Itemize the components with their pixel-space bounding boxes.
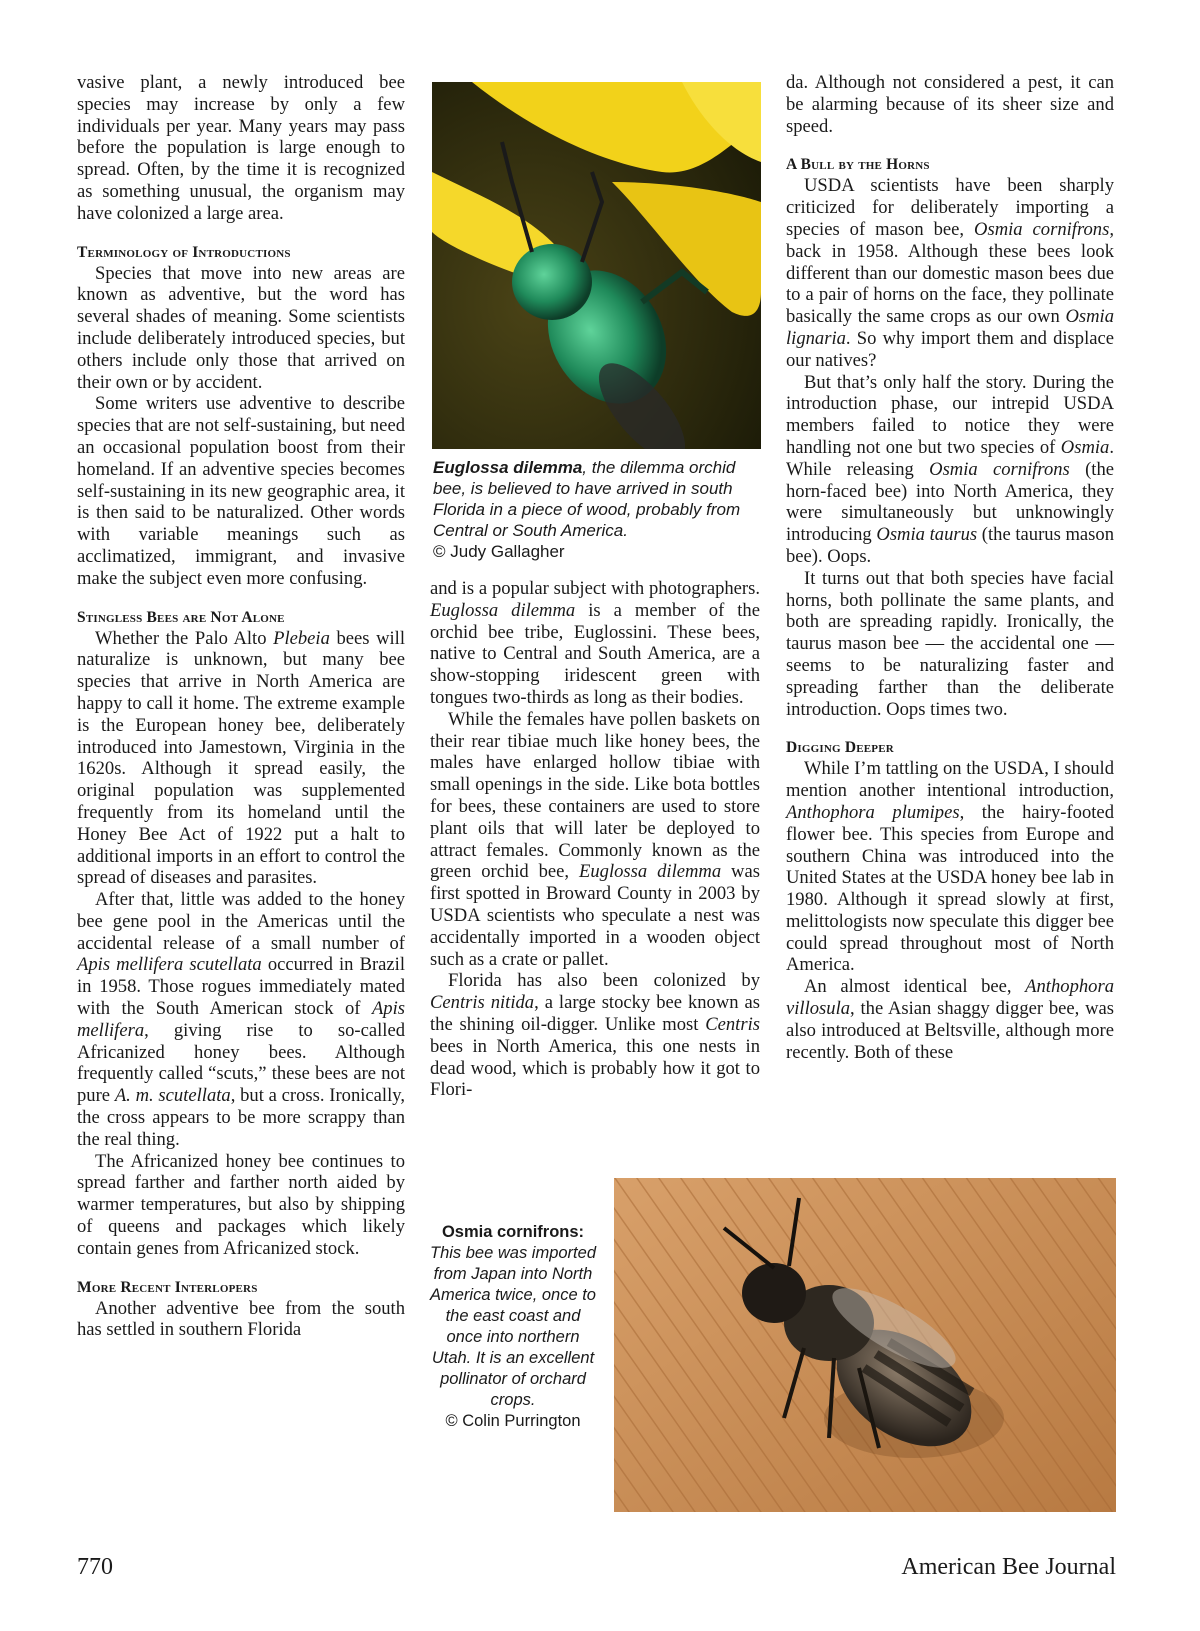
paragraph: While the females have pollen baskets on their rear tibiae much like honey bees, the males have enlarged hollow tibiae with small openings in the side. Like bota bottles for bees, these containers are used to store plant oils that will later be deployed to attract females. Commonly known as the green orchid bee, Euglossa dilemma was first spotted in Broward County in 2003 by USDA scientists who speculate a nest was accidentally imported in a wooden object such as a crate or pallet. [430, 708, 760, 970]
section-heading: A Bull by the Horns [786, 156, 930, 174]
paragraph: USDA scientists have been sharply criticized for deliberately importing a species of mason bee, Osmia cornifrons, back in 1958. Although these bees look different than our domestic mason bees due to a pair of horns on the face, they pollinate basically the same crops as our own Osmia lignaria. So why import them and displace our natives? [786, 175, 1114, 371]
caption-species: Euglossa dilemma [433, 458, 583, 477]
photo-credit: © Colin Purrington [445, 1412, 581, 1430]
paragraph: An almost identical bee, Anthophora villosula, the Asian shaggy digger bee, was also introduced at Beltsville, although more recently. Both of these [786, 976, 1114, 1063]
paragraph: da. Although not considered a pest, it can be alarming because of its sheer size and speed. [786, 72, 1114, 137]
section-heading: Stingless Bees are Not Alone [77, 608, 285, 626]
osmia-photo-caption [430, 1222, 596, 1432]
paragraph: The Africanized honey bee continues to spread farther and farther north aided by warmer temperatures, but also by shipping of queens and packages which likely contain genes from Africanized stock. [77, 1150, 405, 1259]
paragraph: After that, little was added to the honey bee gene pool in the Americas until the accidental release of a small number of Apis mellifera scutellata occurred in Brazil in 1958. Those rogues immediately mated with the South American stock of Apis mellifera, giving rise to so-called Africanized honey bees. Although frequently called “scuts,” these bees are not pure A. m. scutellata, but a cross. Ironically, the cross appears to be more scrappy than the real thing. [77, 889, 405, 1150]
journal-name: American Bee Journal [901, 1554, 1116, 1580]
orchid-bee-photo [432, 82, 761, 449]
paragraph: It turns out that both species have facial horns, both pollinate the same plants, and both are spreading rapidly. Ironically, the taurus mason bee — the accidental one — seems to be naturalizing faster and spreading farther than the deliberate introduction. Oops times two. [786, 567, 1114, 720]
page-number: 770 [77, 1554, 113, 1580]
paragraph: and is a popular subject with photographers. Euglossa dilemma is a member of the orchid bee tribe, Euglossini. These bees, native to Central and South America, are a show-stopping iridescent green with tongues two-thirds as long as their bodies. [430, 578, 760, 708]
section-heading: Terminology of Introductions [77, 243, 291, 261]
caption-species: Osmia cornifrons: [441, 1223, 585, 1241]
orchid-photo-caption [433, 457, 763, 562]
article-column-2 [430, 578, 760, 1101]
paragraph: Another adventive bee from the south has settled in southern Florida [77, 1297, 405, 1341]
paragraph: Species that move into new areas are known as adventive, but the word has several shades of meaning. Some scientists include deliberately introduced species, but others include only those that arrived on their own or by accident. [77, 262, 405, 393]
paragraph: But that’s only half the story. During the introduction phase, our intrepid USDA members failed to notice they were handling not one but two species of Osmia. While releasing Osmia cornifrons (the horn-faced bee) into North America, they were simultaneously but unknowingly introducing Osmia taurus (the taurus mason bee). Oops. [786, 371, 1115, 567]
section-heading: More Recent Interlopers [77, 1278, 258, 1296]
article-column-1 [77, 72, 405, 1341]
paragraph: Whether the Palo Alto Plebeia bees will naturalize is unknown, but many bee species that arrive in North America are happy to call it home. The extreme example is the European honey bee, deliberately introduced into Jamestown, Virginia in the 1620s. Although it spread easily, the original population was supplemented frequently from its homeland until the Honey Bee Act of 1922 put a halt to additional imports in an effort to control the spread of diseases and parasites. [77, 627, 405, 889]
caption-text: , the dilemma orchid bee, is believed to have arrived in south Florida in a piece of wood, probably from Central or South America. [433, 458, 741, 540]
osmia-bee-photo [614, 1178, 1116, 1512]
paragraph: Florida has also been colonized by Centris nitida, a large stocky bee known as the shining oil-digger. Unlike most Centris bees in North America, this one nests in dead wood, which is probably how it got to Flori- [430, 970, 760, 1101]
paragraph: Some writers use adventive to describe species that are not self-sustaining, but need an occasional population boost from their homeland. If an adventive species becomes self-sustaining in its new geographic area, it is then said to be naturalized. Other words with variable meanings such as acclimatized, immigrant, and invasive make the subject even more confusing. [77, 393, 405, 589]
paragraph: While I’m tattling on the USDA, I should mention another intentional introduction, Anthophora plumipes, the hairy-footed flower bee. This species from Europe and southern China was introduced into the United States at the USDA honey bee lab in 1980. Although it spread slowly at first, melittologists now speculate this digger bee could spread throughout most of North America. [786, 758, 1114, 976]
caption-text: This bee was imported from Japan into North America twice, once to the east coast and once into northern Utah. It is an excellent pollinator of orchard crops. [430, 1244, 596, 1409]
paragraph: vasive plant, a newly introduced bee species may increase by only a few individuals per year. Many years may pass before the population is large enough to spread. Often, by the time it is recognized as something unusual, the organism may have colonized a large area. [77, 72, 405, 224]
article-column-3 [786, 72, 1114, 1063]
section-heading: Digging Deeper [786, 739, 894, 757]
photo-credit: © Judy Gallagher [433, 542, 565, 561]
